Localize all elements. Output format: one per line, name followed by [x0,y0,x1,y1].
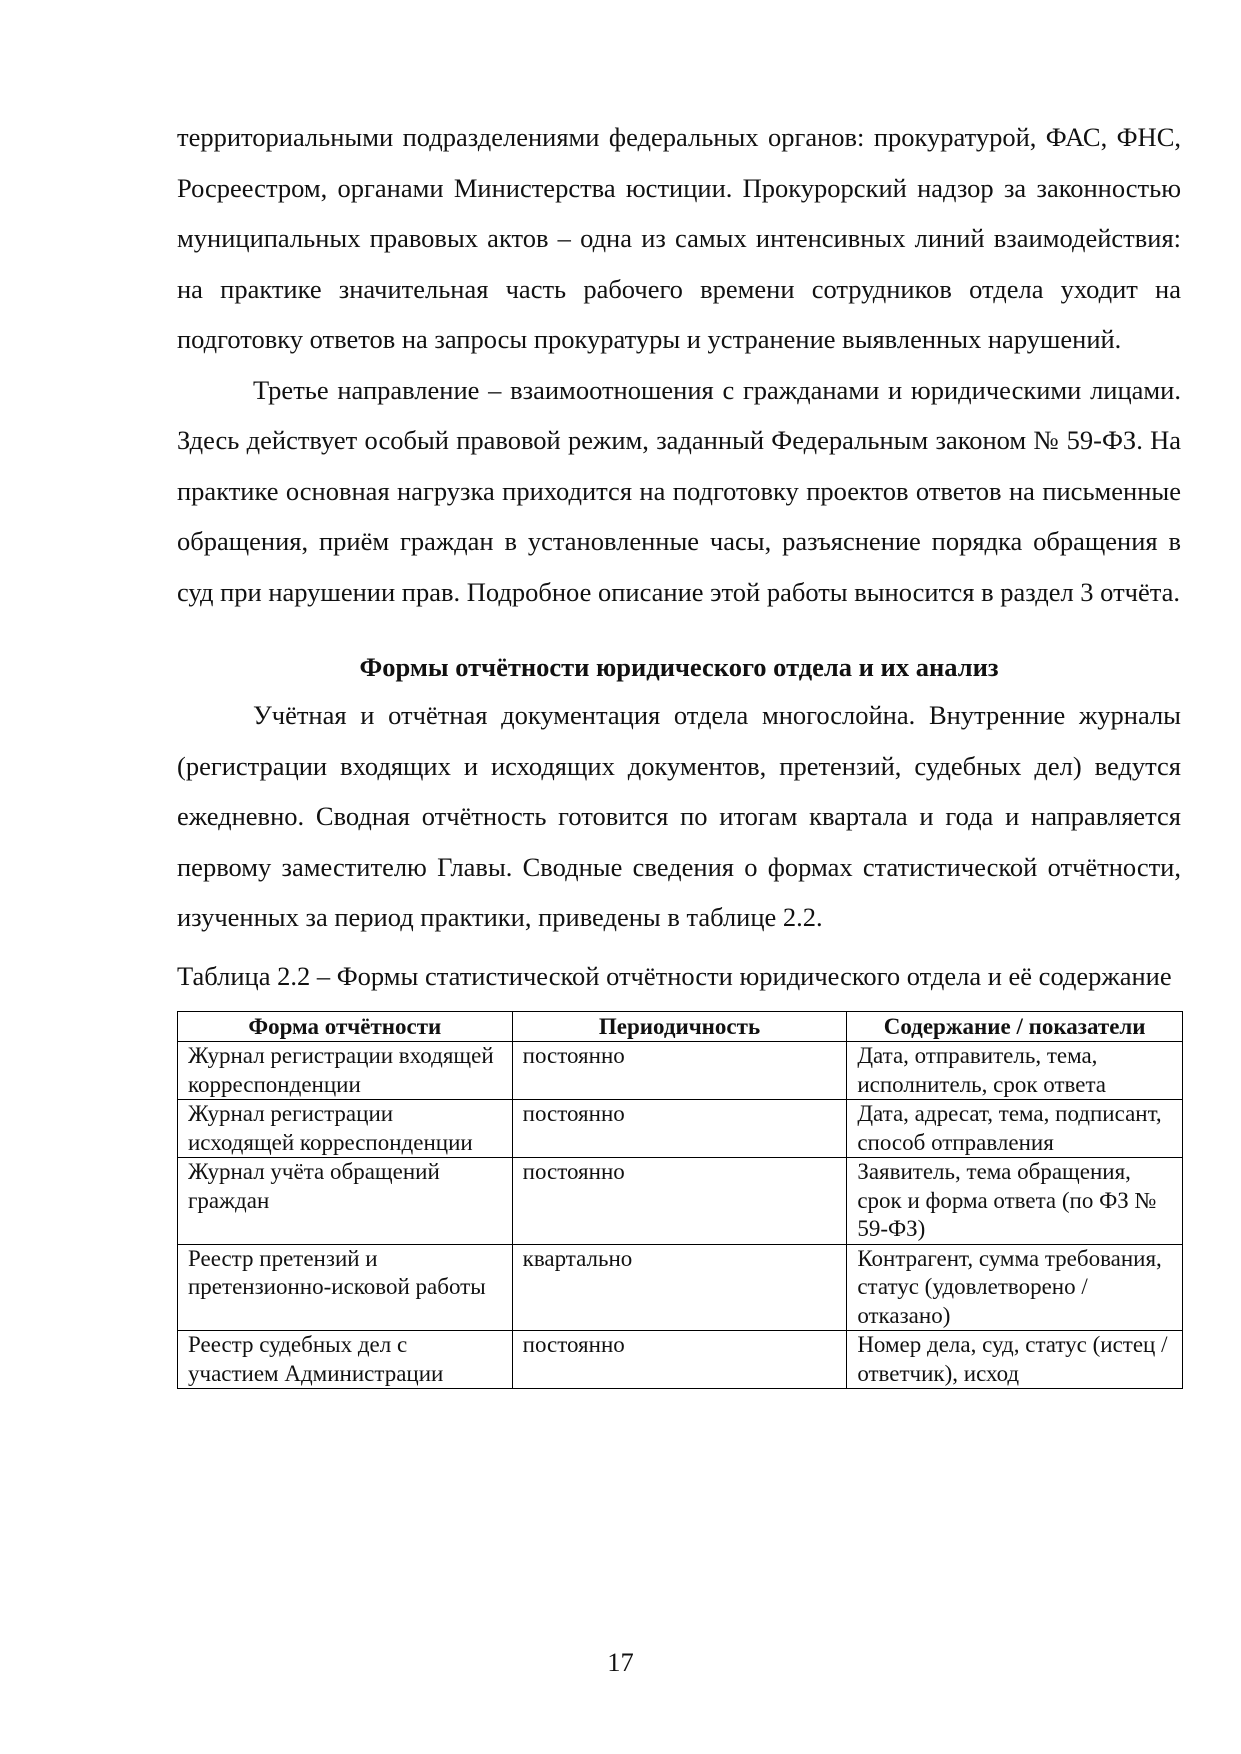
table-caption: Таблица 2.2 – Формы статистической отчётности юридического отдела и её содержание [177,960,1172,991]
body-paragraph: территориальными подразделениями федеральных органов: прокуратурой, ФАС, ФНС, Росреестром, органами Министерства юстиции. Прокурорский надзор за законностью муниципальных правовых актов – одна из самых интенсивных линий взаимодействия: на практике значительная часть рабочего времени сотрудников отдела уходит на подготовку ответов на запросы прокуратуры и устранение выявленных нарушений. [177,122,1181,354]
table-cell: Реестр судебных дел с участием Администрации [178,1331,513,1389]
section-heading: Формы отчётности юридического отдела и их анализ [359,652,999,682]
table-cell: Контрагент, сумма требования, статус (удовлетворено / отказано) [847,1244,1183,1331]
table-row [178,1331,1183,1389]
table-cell: квартально [512,1244,847,1331]
table-header-row [178,1012,1183,1042]
table-cell: Журнал регистрации входящей корреспонденции [178,1042,513,1100]
table-header-cell: Форма отчётности [178,1012,513,1042]
table-header-cell: Периодичность [512,1012,847,1042]
table-cell: Журнал учёта обращений граждан [178,1158,513,1245]
table-row [178,1042,1183,1100]
document-page [177,112,1181,1389]
page-number: 17 [607,1647,634,1677]
table-cell: Дата, отправитель, тема, исполнитель, срок ответа [847,1042,1183,1100]
table-row [178,1100,1183,1158]
table-cell: Журнал регистрации исходящей корреспонденции [178,1100,513,1158]
table-cell: постоянно [512,1042,847,1100]
table-cell: постоянно [512,1158,847,1245]
table-cell: Заявитель, тема обращения, срок и форма ответа (по ФЗ № 59-ФЗ) [847,1158,1183,1245]
table-header-cell: Содержание / показатели [847,1012,1183,1042]
table-cell: Дата, адресат, тема, подписант, способ отправления [847,1100,1183,1158]
table-row [178,1244,1183,1331]
table-cell: постоянно [512,1331,847,1389]
reporting-forms-table [177,1011,1183,1389]
table-cell: Реестр претензий и претензионно-исковой работы [178,1244,513,1331]
body-paragraph: Третье направление – взаимоотношения с гражданами и юридическими лицами. Здесь действует особый правовой режим, заданный Федеральным законом № 59-ФЗ. На практике основная нагрузка приходится на подготовку проектов ответов на письменные обращения, приём граждан в установленные часы, разъяснение порядка обращения в суд при нарушении прав. Подробное описание этой работы выносится в раздел 3 отчёта. [177,374,1181,607]
table-cell: Номер дела, суд, статус (истец / ответчик), исход [847,1331,1183,1389]
table-cell: постоянно [512,1100,847,1158]
table-row [178,1158,1183,1245]
body-paragraph: Учётная и отчётная документация отдела многослойна. Внутренние журналы (регистрации входящих и исходящих документов, претензий, судебных дел) ведутся ежедневно. Сводная отчётность готовится по итогам квартала и года и направляется первому заместителю Главы. Сводные сведения о формах статистической отчётности, изученных за период практики, приведены в таблице 2.2. [177,700,1181,932]
